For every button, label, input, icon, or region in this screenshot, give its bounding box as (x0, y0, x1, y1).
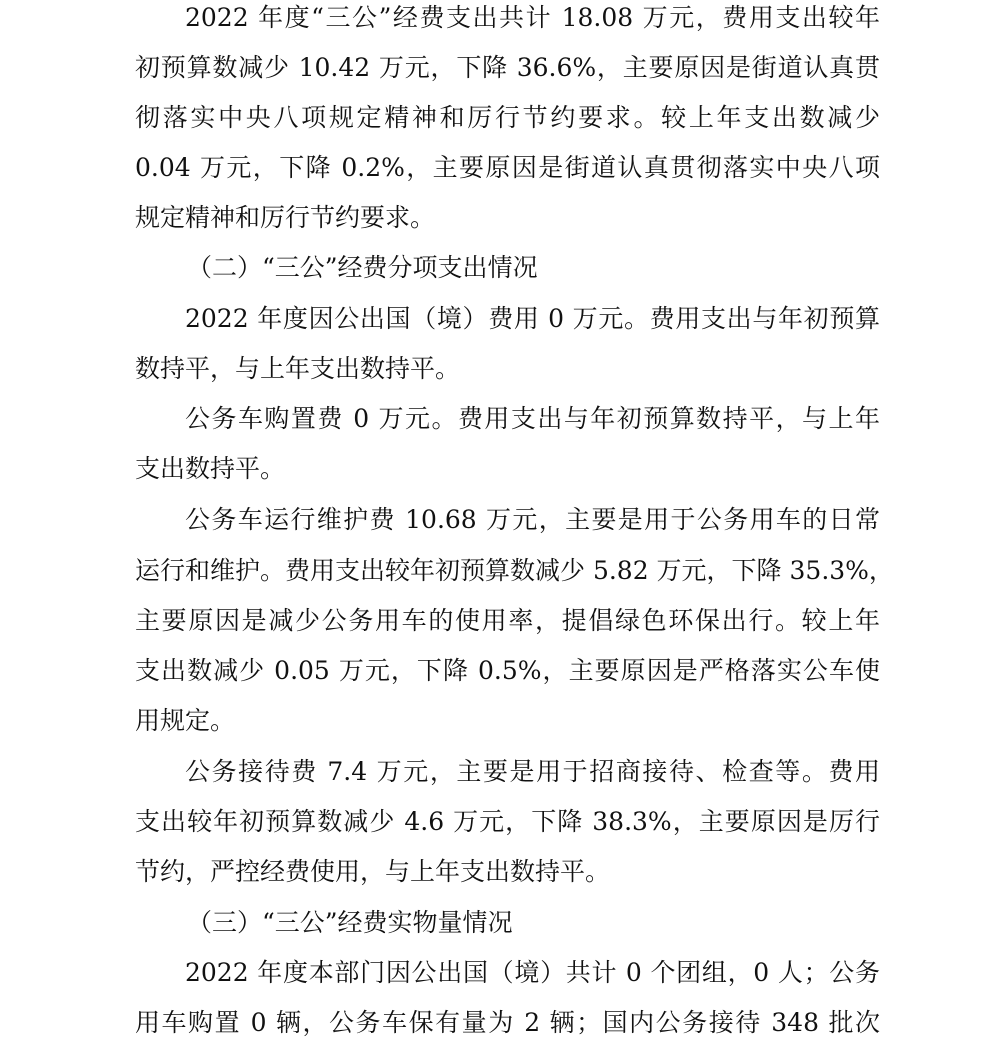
section-heading: （三）“三公”经费实物量情况 (187, 908, 513, 937)
paragraph-line: 规定精神和厉行节约要求。 (135, 203, 436, 232)
paragraph-line: 支出较年初预算数减少 4.6 万元，下降 38.3%，主要原因是厉行 (135, 807, 880, 836)
paragraph-line: 0.04 万元，下降 0.2%，主要原因是街道认真贯彻落实中央八项 (135, 153, 880, 182)
paragraph-line: 支出数持平。 (135, 454, 286, 483)
paragraph-line: 运行和维护。费用支出较年初预算数减少 5.82 万元，下降 35.3%， (135, 556, 894, 585)
paragraph-line: 公务车运行维护费 10.68 万元，主要是用于公务用车的日常 (185, 505, 880, 534)
paragraph-line: 公务车购置费 0 万元。费用支出与年初预算数持平，与上年 (185, 404, 880, 433)
paragraph-line: 2022 年度“三公”经费支出共计 18.08 万元，费用支出较年 (185, 3, 880, 32)
paragraph-line: 2022 年度本部门因公出国（境）共计 0 个团组，0 人；公务 (185, 958, 880, 987)
paragraph-line: 2022 年度因公出国（境）费用 0 万元。费用支出与年初预算 (185, 304, 880, 333)
paragraph-line: 节约，严控经费使用，与上年支出数持平。 (135, 857, 611, 886)
paragraph-line: 主要原因是减少公务用车的使用率，提倡绿色环保出行。较上年 (135, 606, 880, 635)
paragraph-line: 支出数减少 0.05 万元，下降 0.5%，主要原因是严格落实公车使 (135, 656, 880, 685)
paragraph-line: 初预算数减少 10.42 万元，下降 36.6%，主要原因是街道认真贯 (135, 53, 880, 82)
paragraph-line: 用车购置 0 辆，公务车保有量为 2 辆；国内公务接待 348 批次 (135, 1008, 880, 1037)
paragraph-line: 彻落实中央八项规定精神和厉行节约要求。较上年支出数减少 (135, 103, 880, 132)
paragraph-line: 公务接待费 7.4 万元，主要是用于招商接待、检查等。费用 (185, 757, 880, 786)
paragraph-line: 数持平，与上年支出数持平。 (135, 354, 461, 383)
paragraph-line: 用规定。 (135, 706, 236, 735)
section-heading: （二）“三公”经费分项支出情况 (187, 253, 538, 282)
